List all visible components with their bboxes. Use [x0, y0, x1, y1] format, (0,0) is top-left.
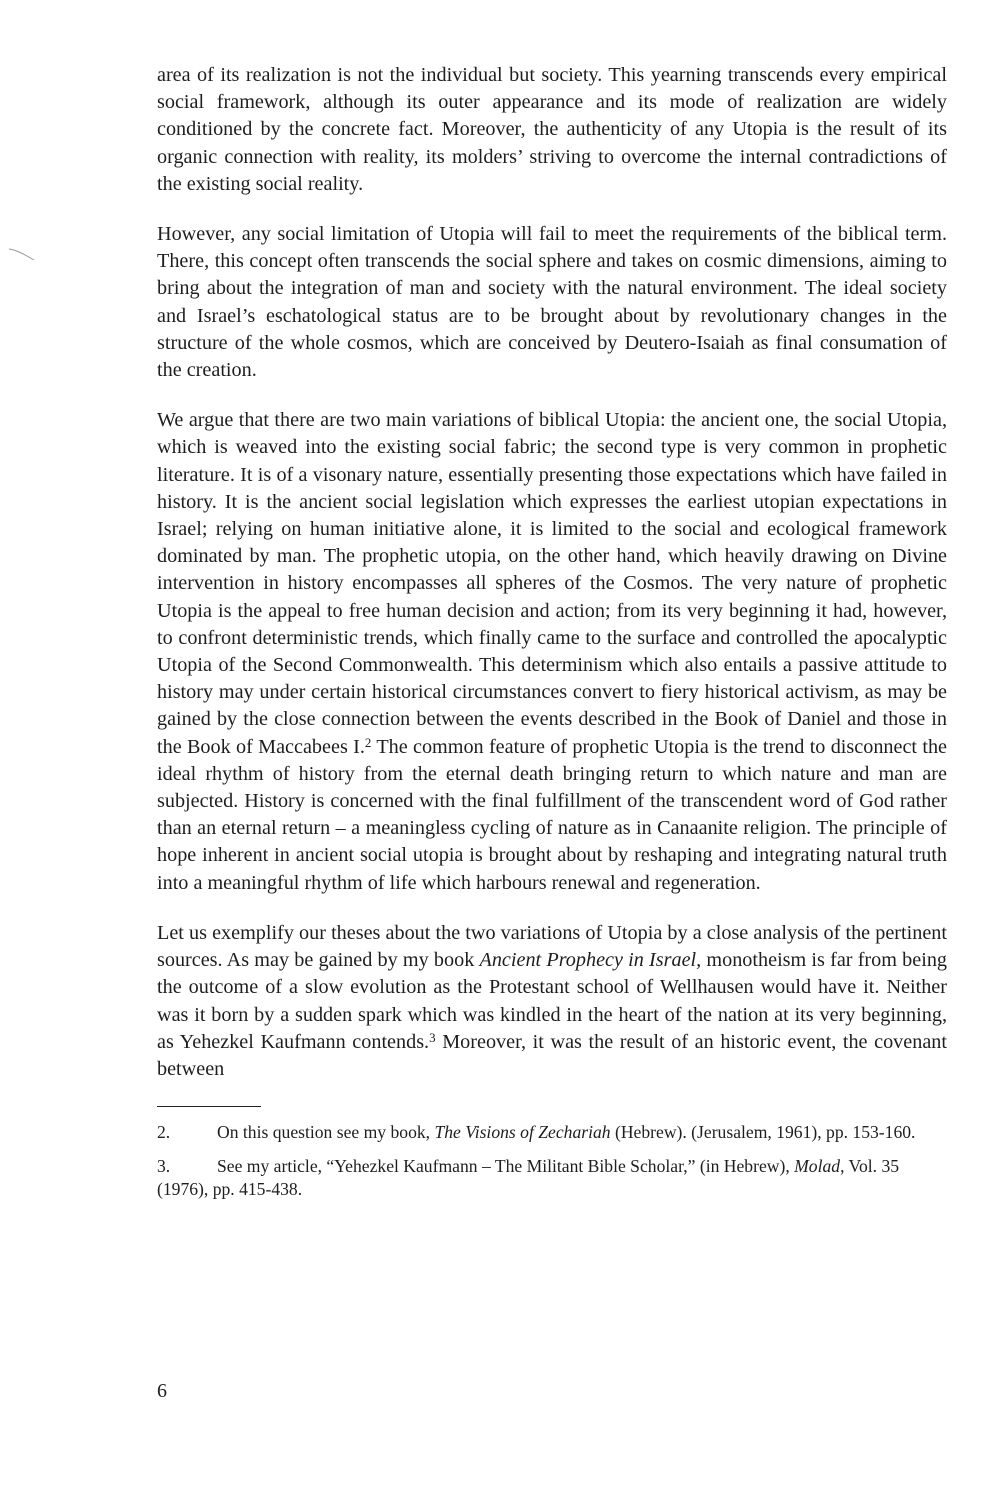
paragraph-4-text-b: monotheism is far from being the outcome of a slow evolution as the Protestant school of Wellhausen would have it. Neither was it born by a sudden spark which was kindled in the heart of the nation at its very beginning, as Yehezkel Kaufmann contends. — [157, 949, 948, 1053]
page-body — [157, 62, 947, 1212]
footnote-number: 2. — [157, 1122, 171, 1143]
paragraph-2: However, any social limitation of Utopia will fail to meet the requirements of the biblical term. There, this concept often transcends the social sphere and takes on cosmic dimensions, aiming to bring about the integration of man and society with the natural environment. The ideal society and Israel’s eschatological status are to be brought about by revolutionary changes in the structure of the whole cosmos, which are conceived by Deutero-Isaiah as final consumation of the creation. — [157, 223, 947, 382]
footnote-ref-2[interactable]: 2 — [364, 734, 372, 750]
margin-pencil-mark — [8, 246, 38, 266]
footnote-journal-title: Molad — [794, 1156, 841, 1177]
paragraph-3-text-a: We argue that there are two main variations of biblical Utopia: the ancient one, the social Utopia, which is weaved into the existing social fabric; the second type is very common in prophetic literature. It is of a visonary nature, essentially presenting those expectations which have failed in history. It is the ancient social legislation which expresses the earliest utopian expectations in Israel; relying on human initiative alone, it is limited to the social and ecological framework dominated by man. The prophetic utopia, on the other hand, which heavily drawing on Divine intervention in history encompasses all spheres of the Cosmos. The very nature of prophetic Utopia is the appeal to free human decision and action; from its very beginning it had, however, to confront deterministic trends, which finally came to the surface and controlled the apocalyptic Utopia of the Second Commonwealth. This determinism which also entails a passive attitude to history may under certain historical circumstances convert to fiery historical activism, as may be gained by the close connection between the events described in the Book of Daniel and those in the Book of Maccabees I. — [157, 409, 947, 758]
footnote-3 — [157, 1155, 947, 1201]
paragraph-1: area of its realization is not the individual but society. This yearning transcends every empirical social framework, although its outer appearance and its mode of realization are widely conditioned by the concrete fact. Moreover, the authenticity of any Utopia is the result of its organic connection with reality, its molders’ striving to overcome the internal contradictions of the existing social reality. — [157, 64, 947, 195]
footnote-text: (Hebrew). (Jerusalem, 1961), pp. 153-160. — [610, 1122, 916, 1143]
paragraph-4 — [157, 920, 947, 1083]
footnote-2 — [157, 1121, 947, 1144]
footnote-ref-3[interactable]: 3 — [429, 1029, 436, 1045]
page-number: 6 — [157, 1380, 167, 1402]
paragraph-3 — [157, 407, 947, 897]
footnote-text: See my article, “Yehezkel Kaufmann – The Militant Bible Scholar,” (in Hebrew), — [217, 1156, 795, 1177]
paragraph-4-text-a: Let us exemplify our theses about the two variations of Utopia by a close analysis of the pertinent sources. As may be gained by my book — [157, 921, 947, 972]
footnote-number: 3. — [157, 1156, 171, 1177]
book-title-ancient-prophecy: Ancient Prophecy in Israel, — [479, 949, 702, 972]
footnote-book-title: The Visions of Zechariah — [434, 1122, 611, 1143]
paragraph-3-text-b: The common feature of prophetic Utopia is the trend to disconnect the ideal rhythm of history from the eternal death bringing return to which nature and man are subjected. History is concerned with the final fulfillment of the transcendent word of God rather than an eternal return – a meaningless cycling of nature as in Canaanite religion. The principle of hope inherent in ancient social utopia is brought about by reshaping and integrating natural truth into a meaningful rhythm of life which harbours renewal and regeneration. — [157, 735, 947, 894]
footnote-text: , Vol. 35 (1976), pp. 415-438. — [157, 1156, 900, 1200]
footnote-divider — [157, 1106, 261, 1107]
footnote-text: On this question see my book, — [217, 1122, 435, 1143]
paragraph-4-text-c: Moreover, it was the result of an historic event, the covenant between — [157, 1030, 947, 1080]
